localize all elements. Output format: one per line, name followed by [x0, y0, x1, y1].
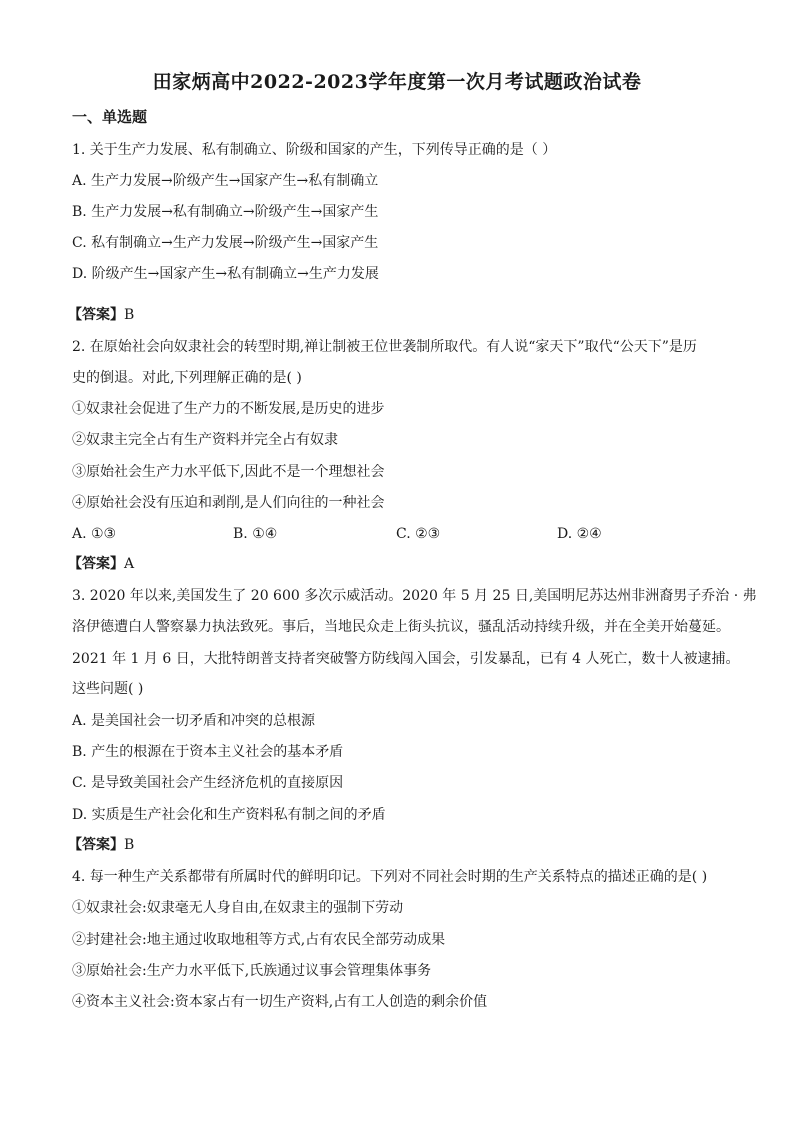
question-3-stem-line-2: 洛伊德遭白人警察暴力执法致死。事后，当地民众走上街头抗议，骚乱活动持续升级，并在全美开始蔓延。	[72, 619, 730, 635]
answer-value: A	[124, 556, 135, 572]
question-1-answer	[68, 304, 134, 326]
question-1-option-b: B. 生产力发展→私有制确立→阶级产生→国家产生	[72, 204, 379, 220]
answer-value: B	[124, 837, 135, 853]
section-heading: 一、单选题	[72, 108, 148, 126]
question-3-option-a: A. 是美国社会一切矛盾和冲突的总根源	[72, 713, 316, 729]
question-2-option-c: C. ②③	[396, 526, 441, 542]
question-3-option-d: D. 实质是生产社会化和生产资料私有制之间的矛盾	[72, 807, 386, 823]
question-3-stem-line-3: 2021 年 1 月 6 日，大批特朗普支持者突破警方防线闯入国会，引发暴乱，已有 4 人死亡，数十人被逮捕。	[72, 651, 740, 667]
question-4-statement-3: ③原始社会:生产力水平低下,氏族通过议事会管理集体事务	[72, 963, 432, 979]
question-3-stem-line-4: 这些问题( )	[72, 681, 144, 697]
answer-value: B	[124, 307, 135, 323]
question-3-option-c: C. 是导致美国社会产生经济危机的直接原因	[72, 775, 344, 791]
question-2-statement-1: ①奴隶社会促进了生产力的不断发展,是历史的进步	[72, 401, 385, 417]
question-3-stem-line-1: 3. 2020 年以来,美国发生了 20 600 多次示威活动。2020 年 5 月 25 日,美国明尼苏达州非洲裔男子乔治 · 弗	[72, 588, 757, 604]
question-2-answer	[68, 553, 134, 575]
question-2-option-a: A. ①③	[72, 526, 117, 542]
question-4-stem: 4. 每一种生产关系都带有所属时代的鲜明印记。下列对不同社会时期的生产关系特点的描述正确的是( )	[72, 869, 708, 885]
question-1-option-d: D. 阶级产生→国家产生→私有制确立→生产力发展	[72, 266, 379, 282]
question-2-statement-2: ②奴隶主完全占有生产资料并完全占有奴隶	[72, 432, 338, 448]
question-2-statement-3: ③原始社会生产力水平低下,因此不是一个理想社会	[72, 464, 385, 480]
question-3-answer	[68, 834, 134, 856]
answer-tag: 【答案】	[68, 556, 124, 572]
question-3-option-b: B. 产生的根源在于资本主义社会的基本矛盾	[72, 744, 344, 760]
question-2-option-d: D. ②④	[557, 526, 602, 542]
question-2-stem-line-2: 史的倒退。对此,下列理解正确的是( )	[72, 370, 302, 386]
page-title: 田家炳高中2022-2023学年度第一次月考试题政治试卷	[152, 71, 642, 93]
answer-tag: 【答案】	[68, 307, 124, 323]
question-1-stem: 1. 关于生产力发展、私有制确立、阶级和国家的产生，下列传导正确的是（ ）	[72, 142, 557, 158]
question-2-stem-line-1: 2. 在原始社会向奴隶社会的转型时期,禅让制被王位世袭制所取代。有人说“家天下”取代“公天下”是历	[72, 339, 697, 355]
question-4-statement-4: ④资本主义社会:资本家占有一切生产资料,占有工人创造的剩余价值	[72, 994, 488, 1010]
question-4-statement-1: ①奴隶社会:奴隶毫无人身自由,在奴隶主的强制下劳动	[72, 900, 404, 916]
question-2-option-b: B. ①④	[233, 526, 278, 542]
question-4-statement-2: ②封建社会:地主通过收取地租等方式,占有农民全部劳动成果	[72, 932, 446, 948]
question-2-statement-4: ④原始社会没有压迫和剥削,是人们向往的一种社会	[72, 495, 385, 511]
question-1-option-c: C. 私有制确立→生产力发展→阶级产生→国家产生	[72, 235, 379, 251]
answer-tag: 【答案】	[68, 837, 124, 853]
question-1-option-a: A. 生产力发展→阶级产生→国家产生→私有制确立	[72, 173, 379, 189]
